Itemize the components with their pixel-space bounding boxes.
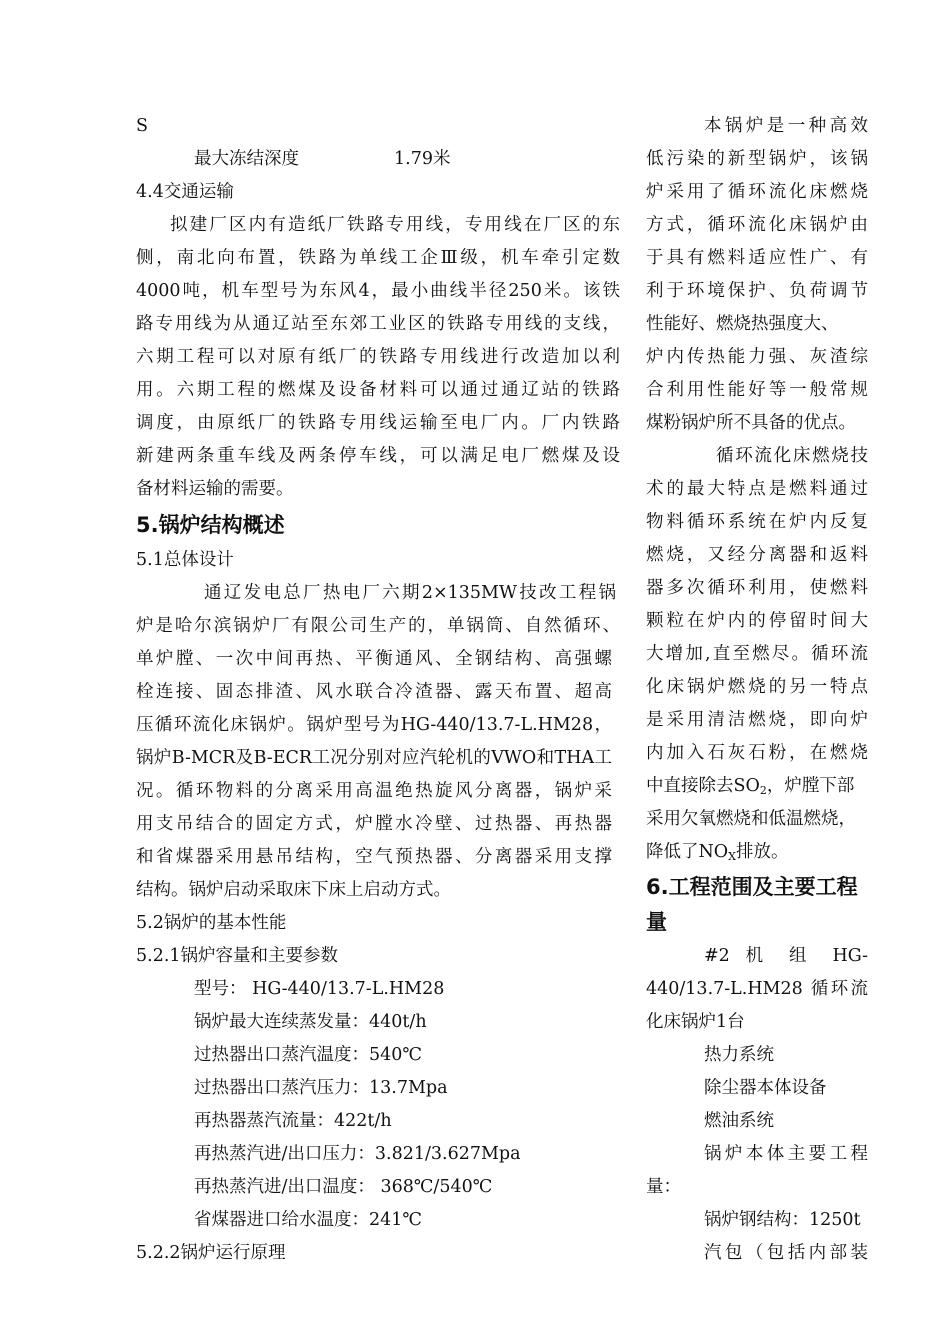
unit-line: 440/13.7-L.HM28 循环流 [646, 979, 868, 999]
paragraph-line: 况。循环物料的分离采用高温绝热旋风分离器，锅炉采 [136, 781, 612, 801]
nox-text-after: 排放。 [736, 842, 789, 862]
scope-item: 热力系统 [704, 1045, 774, 1065]
paragraph-line: 颗粒在炉内的停留时间大 [646, 611, 868, 631]
paragraph-line: 六期工程可以对原有纸厂的铁路专用线进行改造加以利 [136, 347, 620, 367]
paragraph-line: 采用欠氧燃烧和低温燃烧， [646, 809, 856, 829]
paragraph-line: 燃烧，又经分离器和返料 [646, 545, 868, 565]
paragraph-line: 本锅炉是一种高效 [704, 116, 868, 136]
parameter-line: 过热器出口蒸汽压力：13.7Mpa [194, 1078, 448, 1098]
paragraph-line: 炉是哈尔滨锅炉厂有限公司生产的，单锅筒、自然循环、 [136, 616, 620, 636]
unit-line: 化床锅炉1台 [646, 1012, 745, 1032]
paragraph-line: 利于环境保护、负荷调节 [646, 281, 868, 301]
paragraph-line-nox [646, 840, 789, 864]
parameter-line: 再热器蒸汽流量：422t/h [194, 1111, 392, 1131]
paragraph-line: 煤粉锅炉所不具备的优点。 [646, 413, 856, 433]
paragraph-line: 用。六期工程的燃煤及设备材料可以通过通辽站的铁路 [136, 380, 620, 400]
section-heading-6-cont: 量 [646, 910, 667, 934]
paragraph-line: 方式，循环流化床锅炉由 [646, 215, 868, 235]
paragraph-line: 物料循环系统在炉内反复 [646, 512, 868, 532]
scope-item: 燃油系统 [704, 1111, 774, 1131]
section-heading-5-2-1: 5.2.1锅炉容量和主要参数 [136, 946, 339, 966]
paragraph-line: 性能好、燃烧热强度大、 [646, 314, 839, 334]
scope-item: 锅炉钢结构：1250t [704, 1210, 861, 1230]
section-heading-6: 6.工程范围及主要工程 [646, 875, 858, 899]
paragraph-line: 4000吨，机车型号为东风4，最小曲线半径250米。该铁 [136, 281, 620, 301]
scope-item: 锅炉本体主要工程 [704, 1144, 868, 1164]
paragraph-line: 压循环流化床锅炉。锅炉型号为HG-440/13.7-L.HM28， [136, 715, 612, 735]
section-heading-5-2: 5.2锅炉的基本性能 [136, 913, 287, 933]
paragraph-line: 低污染的新型锅炉，该锅 [646, 149, 868, 169]
paragraph-line: 用支吊结合的固定方式，炉膛水冷壁、过热器、再热器 [136, 814, 612, 834]
section-heading-5-2-2: 5.2.2锅炉运行原理 [136, 1243, 286, 1263]
paragraph-line: 通辽发电总厂热电厂六期2×135MW技改工程锅 [204, 583, 616, 603]
frost-depth-value: 1.79米 [394, 149, 451, 169]
scope-item: 汽包（包括内部装 [704, 1243, 868, 1263]
paragraph-line: 拟建厂区内有造纸厂铁路专用线，专用线在厂区的东 [170, 215, 620, 235]
paragraph-line: 循环流化床燃烧技 [716, 446, 868, 466]
paragraph-line: 调度，由原纸厂的铁路专用线运输至电厂内。厂内铁路 [136, 413, 620, 433]
parameter-line: 再热蒸汽进/出口温度： 368℃/540℃ [194, 1177, 493, 1197]
paragraph-line: 栓连接、固态排渣、风水联合冷渣器、露天布置、超高 [136, 682, 612, 702]
paragraph-line: 新建两条重车线及两条停车线，可以满足电厂燃煤及设 [136, 446, 620, 466]
paragraph-line-so2 [646, 774, 854, 798]
section-heading-5: 5.锅炉结构概述 [136, 513, 285, 537]
paragraph-line: 结构。锅炉启动采取床下床上启动方式。 [136, 880, 451, 900]
paragraph-line: 内加入石灰石粉，在燃烧 [646, 743, 868, 763]
so2-text: 中直接除去SO [646, 776, 760, 796]
nox-text: 降低了NO [646, 842, 729, 862]
parameter-line: 锅炉最大连续蒸发量：440t/h [194, 1012, 427, 1032]
paragraph-line: 单炉膛、一次中间再热、平衡通风、全钢结构、高强螺 [136, 649, 612, 669]
parameter-line: 省煤器进口给水温度：241℃ [194, 1210, 422, 1230]
paragraph-line: 和省煤器采用悬吊结构，空气预热器、分离器采用支撑 [136, 847, 612, 867]
parameter-line: 过热器出口蒸汽温度：540℃ [194, 1045, 422, 1065]
paragraph-line: 侧，南北向布置，铁路为单线工企Ⅲ级，机车牵引定数 [136, 248, 620, 268]
parameter-line: 再热蒸汽进/出口压力：3.821/3.627Mpa [194, 1144, 521, 1164]
so2-subscript: 2 [759, 784, 767, 797]
parameter-line: 型号： HG-440/13.7-L.HM28 [194, 979, 445, 999]
paragraph-line: 合利用性能好等一般常规 [646, 380, 868, 400]
paragraph-line: 炉内传热能力强、灰渣综 [646, 347, 868, 367]
paragraph-line: 于具有燃料适应性广、有 [646, 248, 868, 268]
paragraph-line: 大增加,直至燃尽。循环流 [646, 644, 868, 664]
nox-subscript: X [728, 850, 737, 863]
paragraph-line: 炉采用了循环流化床燃烧 [646, 182, 868, 202]
paragraph-line: 器多次循环利用，使燃料 [646, 578, 868, 598]
paragraph-line: 术的最大特点是燃料通过 [646, 479, 868, 499]
paragraph-line: 化床锅炉燃烧的另一特点 [646, 677, 868, 697]
paragraph-line: 是采用清洁燃烧，即向炉 [646, 710, 868, 730]
paragraph-line: 备材料运输的需要。 [136, 479, 294, 499]
section-heading-4-4: 4.4交通运输 [136, 182, 234, 202]
frost-depth-label: 最大冻结深度 [194, 149, 299, 169]
paragraph-line: 路专用线为从通辽站至东郊工业区的铁路专用线的支线， [136, 314, 620, 334]
unit-line: #2 机 组 HG- [704, 946, 868, 966]
scope-item: 除尘器本体设备 [704, 1078, 827, 1098]
scope-item: 量： [646, 1177, 681, 1197]
text-fragment: S [136, 116, 148, 136]
paragraph-line: 锅炉B-MCR及B-ECR工况分别对应汽轮机的VWO和THA工 [136, 748, 612, 768]
so2-text-after: ，炉膛下部 [766, 776, 855, 796]
section-heading-5-1: 5.1总体设计 [136, 550, 234, 570]
